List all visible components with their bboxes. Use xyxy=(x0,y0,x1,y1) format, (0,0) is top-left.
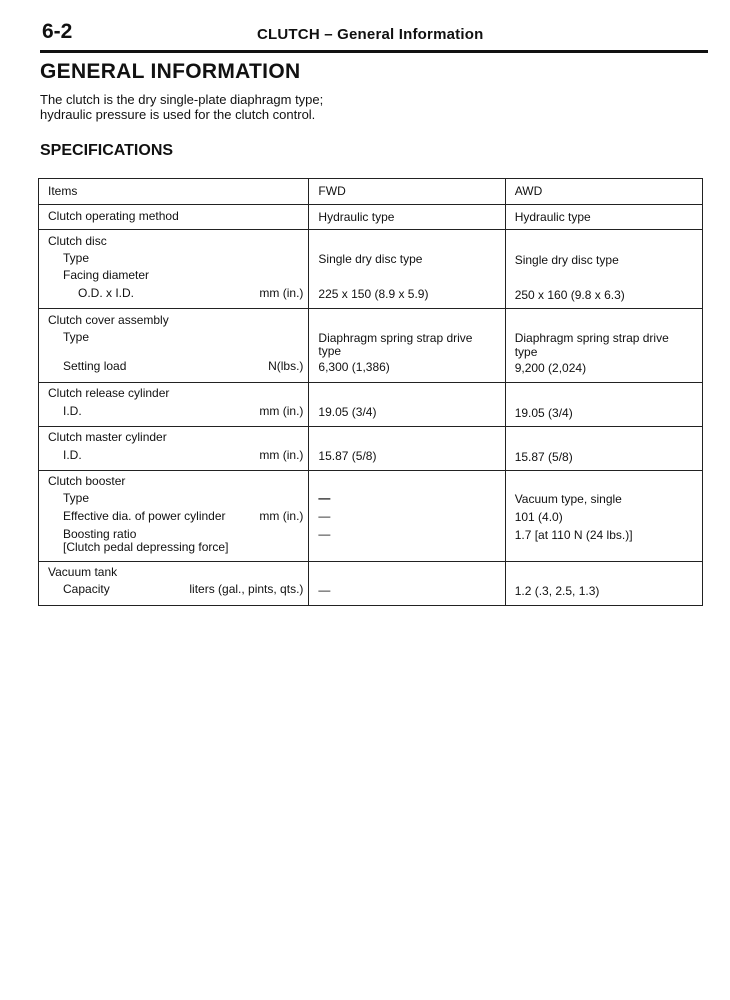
table-row xyxy=(39,471,703,562)
release-cylinder-label: Clutch release cylinder xyxy=(48,386,170,400)
release-id-label: I.D. xyxy=(63,404,82,418)
table-row xyxy=(39,309,703,383)
setting-load-fwd: 6,300 (1,386) xyxy=(318,360,390,374)
page-number: 6-2 xyxy=(42,20,73,43)
master-id-awd: 15.87 (5/8) xyxy=(514,450,573,464)
page-title: GENERAL INFORMATION xyxy=(40,60,301,83)
boosting-ratio-fwd: — xyxy=(318,527,331,541)
disc-od-fwd: 225 x 150 (8.9 x 5.9) xyxy=(318,287,429,301)
booster-type-fwd: — xyxy=(318,491,331,505)
cover-type-fwd-line1: Diaphragm spring strap drive xyxy=(318,331,473,345)
intro-line: The clutch is the dry single-plate diaphragm type; xyxy=(40,92,324,107)
header-awd: AWD xyxy=(514,184,543,198)
specifications-heading: SPECIFICATIONS xyxy=(40,142,174,159)
master-id-unit: mm (in.) xyxy=(259,448,304,462)
table-header-row xyxy=(39,179,703,205)
disc-type-label: Type xyxy=(63,251,90,265)
intro-line: hydraulic pressure is used for the clutch control. xyxy=(40,107,316,122)
disc-od-awd: 250 x 160 (9.8 x 6.3) xyxy=(514,288,625,302)
master-cylinder-label: Clutch master cylinder xyxy=(48,430,167,444)
disc-type-awd: Single dry disc type xyxy=(514,253,619,267)
intro-paragraph xyxy=(40,92,323,122)
table-row xyxy=(39,205,703,230)
capacity-awd: 1.2 (.3, 2.5, 1.3) xyxy=(514,584,600,598)
effective-dia-awd: 101 (4.0) xyxy=(514,510,563,524)
od-id-unit: mm (in.) xyxy=(259,286,304,300)
table-row xyxy=(39,427,703,471)
operating-method-awd: Hydraulic type xyxy=(514,210,591,224)
master-id-label: I.D. xyxy=(63,448,82,462)
cover-type-label: Type xyxy=(63,330,90,344)
capacity-fwd: — xyxy=(318,583,331,597)
vacuum-tank-label: Vacuum tank xyxy=(48,565,118,579)
booster-label: Clutch booster xyxy=(48,474,126,488)
release-id-unit: mm (in.) xyxy=(259,404,304,418)
od-id-label: O.D. x I.D. xyxy=(78,286,135,300)
table-row xyxy=(39,383,703,427)
booster-type-label: Type xyxy=(63,491,90,505)
effective-dia-fwd: — xyxy=(318,509,331,523)
clutch-disc-label: Clutch disc xyxy=(48,234,107,248)
boosting-ratio-label: Boosting ratio xyxy=(63,527,137,541)
setting-load-awd: 9,200 (2,024) xyxy=(514,361,587,375)
table-row xyxy=(39,562,703,606)
release-id-fwd: 19.05 (3/4) xyxy=(318,405,377,419)
operating-method-fwd: Hydraulic type xyxy=(318,210,395,224)
operating-method-label: Clutch operating method xyxy=(48,209,179,223)
header-rule xyxy=(40,50,708,53)
master-id-fwd: 15.87 (5/8) xyxy=(318,449,377,463)
section-title: CLUTCH – General Information xyxy=(257,26,484,43)
boosting-ratio-awd: 1.7 [at 110 N (24 lbs.)] xyxy=(514,528,633,542)
facing-diameter-label: Facing diameter xyxy=(63,268,150,282)
specifications-table xyxy=(38,178,703,606)
pedal-force-label: [Clutch pedal depressing force] xyxy=(63,540,229,554)
cover-assembly-label: Clutch cover assembly xyxy=(48,313,169,327)
setting-load-label: Setting load xyxy=(63,359,127,373)
cover-type-fwd-line2: type xyxy=(318,344,342,358)
effective-dia-unit: mm (in.) xyxy=(259,509,304,523)
disc-type-fwd: Single dry disc type xyxy=(318,252,423,266)
table-row xyxy=(39,230,703,309)
capacity-unit: liters (gal., pints, qts.) xyxy=(189,582,304,596)
effective-dia-label: Effective dia. of power cylinder xyxy=(63,509,226,523)
booster-type-awd: Vacuum type, single xyxy=(514,492,622,506)
setting-load-unit: N(lbs.) xyxy=(268,359,304,373)
capacity-label: Capacity xyxy=(63,582,110,596)
cover-type-awd-line2: type xyxy=(514,345,538,359)
cover-type-awd-line1: Diaphragm spring strap drive xyxy=(514,331,669,345)
release-id-awd: 19.05 (3/4) xyxy=(514,406,573,420)
header-fwd: FWD xyxy=(318,184,346,198)
header-items: Items xyxy=(48,184,78,198)
